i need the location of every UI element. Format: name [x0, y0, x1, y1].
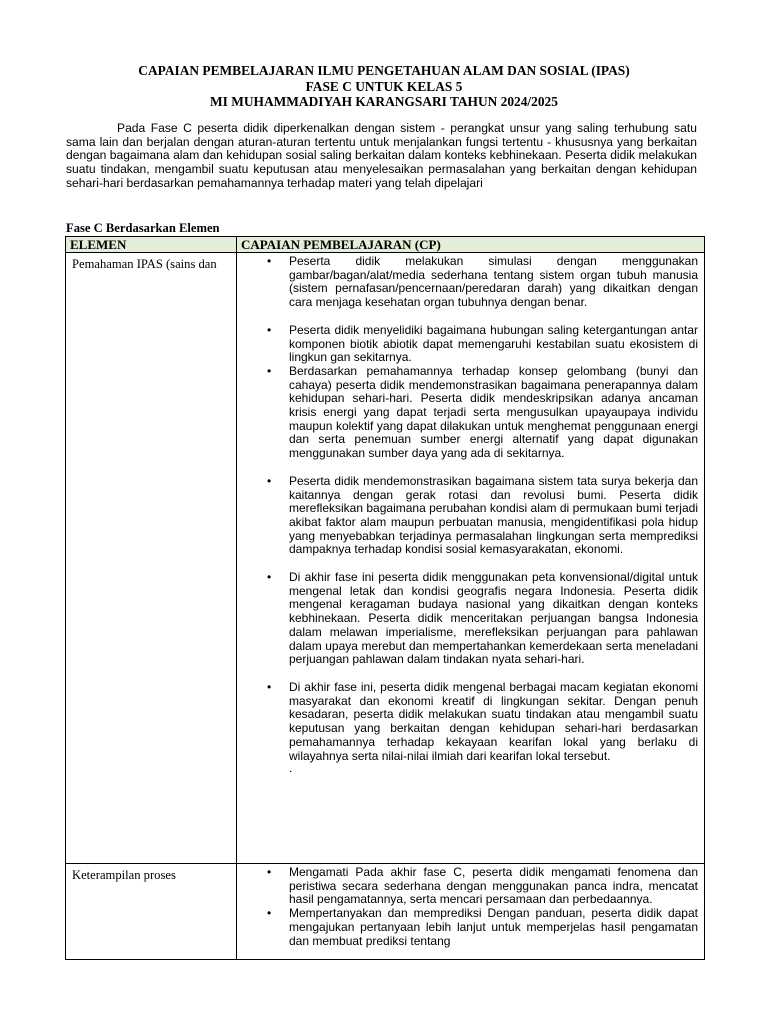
- elemen-cell: Pemahaman IPAS (sains dan: [66, 253, 237, 864]
- cp-cell: [237, 253, 705, 864]
- list-item: • Berdasarkan pemahamannya terhadap konsep gelombang (bunyi dan cahaya) peserta didik mendemonstrasikan bagaimana penerapannya dalam kehidupan sehari-hari. Peserta didik mendeskripsikan adanya ancaman krisis energi yang dapat terjadi serta mengusulkan upayaupaya individu maupun kolektif yang dapat dilakukan untuk menghemat penggunaan energi dan serta penemuan sumber energi alternatif yang dapat digunakan menggunakan sumber daya yang ada di sekitarnya.: [267, 363, 698, 461]
- bullet-icon: •: [267, 473, 272, 488]
- bullet-icon: •: [267, 570, 272, 585]
- trailing-period: .: [289, 761, 293, 776]
- bullet-icon: •: [267, 906, 272, 921]
- elemen-cell: Keterampilan proses: [66, 864, 237, 960]
- table-header-row: [66, 237, 705, 253]
- list-item: • Peserta didik menyelidiki bagaimana hubungan saling ketergantungan antar komponen biotik abiotik dapat memengaruhi kestabilan suatu ekosistem di lingkun gan sekitarnya.: [267, 322, 698, 365]
- table-row: [66, 253, 705, 864]
- bullet-icon: •: [267, 679, 272, 694]
- section-title: Fase C Berdasarkan Elemen: [66, 221, 220, 235]
- bullet-icon: •: [267, 363, 272, 378]
- bullet-icon: •: [267, 254, 272, 268]
- doc-title-line3: MI MUHAMMADIYAH KARANGSARI TAHUN 2024/2025: [210, 94, 558, 109]
- list-item: • Mengamati Pada akhir fase C, peserta didik mengamati fenomena dan peristiwa secara sederhana dengan menggunakan panca indra, mencatat hasil pengamatannya, serta mencari persamaan dan perbedaannya.: [267, 865, 698, 907]
- bullet-icon: •: [267, 322, 272, 337]
- list-item: • Peserta didik mendemonstrasikan bagaimana sistem tata surya bekerja dan kaitannya dengan gerak rotasi dan revolusi bumi. Peserta didik merefleksikan bagaimana perubahan kondisi alam di permukaan bumi terjadi akibat faktor alam maupun perbuatan manusia, mengidentifikasi pola hidup yang menyebabkan terjadinya permasalahan lingkungan serta memprediksi dampaknya terhadap kondisi sosial kemasyarakatan, ekonomi.: [267, 473, 698, 557]
- table-row: [66, 864, 705, 960]
- list-item: • Di akhir fase ini, peserta didik mengenal berbagai macam kegiatan ekonomi masyarakat dan ekonomi kreatif di lingkungan sekitar. Dengan penuh kesadaran, peserta didik melakukan suatu tindakan atau mengambil suatu keputusan yang berkaitan dengan kehidupan sehari-hari berdasarkan pemahamannya terhadap kekayaan kearifan lokal yang berlaku di wilayahnya serta nilai-nilai ilmiah dari kearifan lokal tersebut.: [267, 679, 698, 763]
- header-elemen: ELEMEN: [66, 237, 237, 253]
- list-item: • Di akhir fase ini peserta didik menggunakan peta konvensional/digital untuk mengenal letak dan kondisi geografis negara Indonesia. Peserta didik mengenal keragaman budaya nasional yang dikaitkan dengan konteks kebhinekaan. Peserta didik menceritakan perjuangan bangsa Indonesia dalam melawan imperialisme, merefleksikan perjuangan para pahlawan dalam upaya merebut dan mempertahankan kemerdekaan serta meneladani perjuangan pahlawan dalam tindakan nyata sehari-hari.: [267, 570, 698, 667]
- cp-list: [237, 255, 704, 763]
- bullet-icon: •: [267, 865, 272, 879]
- cp-list: [237, 866, 704, 948]
- cp-cell: [237, 864, 705, 960]
- doc-title-line2: FASE C UNTUK KELAS 5: [305, 79, 463, 94]
- list-item: • Peserta didik melakukan simulasi dengan menggunakan gambar/bagan/alat/media sederhana tentang sistem organ tubuh manusia (sistem pernafasan/pencernaan/peredaran darah) yang dikaitkan dengan cara menjaga kesehatan organ tubuhnya dengan benar.: [267, 254, 698, 310]
- header-cp: CAPAIAN PEMBELAJARAN (CP): [237, 237, 705, 253]
- intro-paragraph: Pada Fase C peserta didik diperkenalkan dengan sistem - perangkat unsur yang saling terhubung satu sama lain dan berjalan dengan aturan-aturan tertentu untuk menjalankan fungsi tertentu - khususnya yang berkaitan dengan bagaimana alam dan kehidupan sosial saling berkaitan dalam konteks kebhinekaan. Peserta didik melakukan suatu tindakan, mengambil suatu keputusan atau menyelesaikan permasalahan yang berkaitan dengan kehidupan sehari-hari berdasarkan pemahamannya terhadap materi yang telah dipelajari: [66, 121, 697, 190]
- doc-title-line1: CAPAIAN PEMBELAJARAN ILMU PENGETAHUAN ALAM DAN SOSIAL (IPAS): [138, 63, 630, 78]
- list-item: • Mempertanyakan dan memprediksi Dengan panduan, peserta didik dapat mengajukan pertanyaan lebih lanjut untuk memperjelas hasil pengamatan dan membuat prediksi tentang: [267, 906, 698, 948]
- cp-table: [65, 236, 705, 960]
